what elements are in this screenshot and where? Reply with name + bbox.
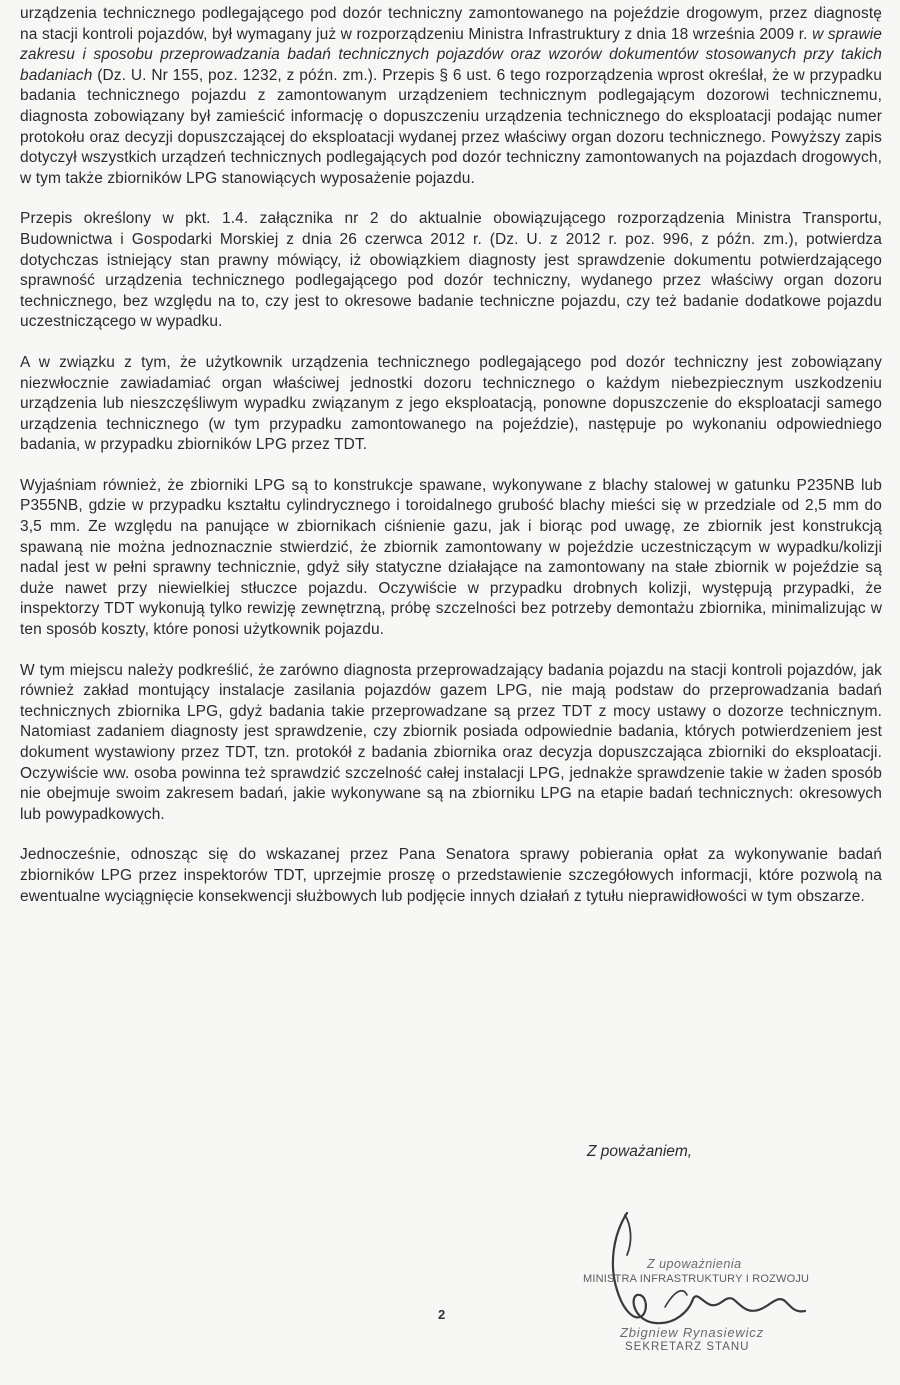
letter-body — [20, 4, 882, 927]
paragraph — [20, 476, 882, 641]
text-run: urządzenia technicznego podlegającego pod dozór techniczny zamontowanego na pojeździe drogowym, przez diagnostę na stacji kontroli pojazdów, był wymagany już w rozporządzeniu Ministra Infrastruktury z dnia 18 września 2009 r. — [20, 5, 882, 43]
text-run: Wyjaśniam również, że zbiorniki LPG są to konstrukcje spawane, wykonywane z blachy stalowej w gatunku P235NB lub P355NB, gdzie w przypadku kształtu cylindrycznego i toroidalnego grubość blachy mieści się w przedziale od 2,5 mm do 3,5 mm. Ze względu na panujące w zbiornikach ciśnienie gazu, jak i biorąc pod uwagę, ze zbiornik jest konstrukcją spawaną nie można jednoznacznie stwierdzić, że zbiornik zamontowany w pojeździe uczestniczącym w wypadku/kolizji nadal jest w pełni sprawny technicznie, gdyż siły statyczne działające na zamontowany na stałe zbiornik w pojeździe są duże nawet przy niewielkiej stłuczce pojazdu. Oczywiście w przypadku drobnych kolizji, występują przypadki, że inspektorzy TDT wykonują tylko rewizję zewnętrzną, próbę szczelności bez potrzeby demontażu zbiornika, minimalizując w ten sposób koszty, które ponosi użytkownik pojazdu. — [20, 476, 882, 639]
stamp-authorization: Z upoważnienia — [647, 1257, 742, 1271]
paragraph — [20, 209, 882, 333]
signature-block — [565, 1195, 865, 1365]
text-run: W tym miejscu należy podkreślić, że zarówno diagnosta przeprowadzający badania pojazdu na stacji kontroli pojazdów, jak również zakład montujący instalacje zasilania pojazdów gazem LPG, nie mają podstaw do przeprowadzania badań technicznych zbiornika LPG, gdyż badania takie przeprowadzane są przez TDT z mocy ustawy o dozorze technicznym. Natomiast zadaniem diagnosty jest sprawdzenie, czy zbiornik posiada odpowiednie badania, których potwierdzeniem jest dokument wystawiony przez TDT, tzn. protokół z badania zbiornika oraz decyzja dopuszczająca zbiorniki do eksploatacji. Oczywiście ww. osoba powinna też sprawdzić szczelność całej instalacji LPG, jednakże sprawdzenie takie w żaden sposób nie obejmuje swoim zakresem badań, jakie wykonywane są na zbiorniku LPG na etapie badań technicznych: okresowych lub powypadkowych. — [20, 661, 882, 823]
paragraph — [20, 4, 882, 189]
text-run: Jednocześnie, odnosząc się do wskazanej przez Pana Senatora sprawy pobierania opłat za wykonywanie badań zbiorników LPG przez inspektorów TDT, uprzejmie proszę o przedstawienie szczegółowych informacji, które pozwolą na ewentualne wyciągnięcie konsekwencji służbowych lub podjęcie innych działań z tytułu nieprawidłowości w tym obszarze. — [20, 846, 882, 905]
text-run: Przepis określony w pkt. 1.4. załącznika nr 2 do aktualnie obowiązującego rozporządzenia Ministra Transportu, Budownictwa i Gospodarki Morskiej z dnia 26 czerwca 2012 r. (Dz. U. z 2012 r. poz. 996, z późn. zm.), potwierdza dotychczas istniejący stan prawny mówiący, iż obowiązkiem diagnosty jest sprawdzenie dokumentu potwierdzającego sprawność urządzenia technicznego podlegającego pod dozór techniczny, wydanego przez właściwy organ dozoru technicznego, bez względu na to, czy jest to okresowe badanie techniczne pojazdu, czy też badanie dodatkowe pojazdu uczestniczącego w wypadku. — [20, 210, 882, 331]
paragraph — [20, 845, 882, 907]
text-run: (Dz. U. Nr 155, poz. 1232, z późn. zm.). Przepis § 6 ust. 6 tego rozporządzenia wprost określał, że w przypadku badania technicznego pojazdu z zamontowanym urządzeniem technicznym podlegającym dozorowi technicznemu, diagnosta zobowiązany był zamieścić informację o dopuszczeniu urządzenia technicznego do eksploatacji podając numer protokołu oraz decyzji dopuszczającej do eksploatacji wydanej przez właściwy organ dozoru technicznego. Powyższy zapis dotyczył wszystkich urządzeń technicznych podlegających pod dozór techniczny zamontowanych na pojazdach drogowych, w tym także zbiorników LPG stanowiących wyposażenie pojazdu. — [20, 66, 882, 187]
page-number: 2 — [438, 1307, 446, 1322]
paragraph — [20, 661, 882, 826]
text-run: A w związku z tym, że użytkownik urządzenia technicznego podlegającego pod dozór techniczny jest zobowiązany niezwłocznie zawiadamiać organ właściwej jednostki dozoru technicznego o każdym niebezpiecznym uszkodzeniu urządzenia lub nieszczęśliwym wypadku związanym z jego eksploatacją, ponowne dopuszczenie do eksploatacji samego urządzenia technicznego (w tym przypadku zamontowanego na pojeździe), następuje po wykonaniu odpowiedniego badania, w przypadku zbiorników LPG przez TDT. — [20, 353, 882, 454]
paragraph — [20, 353, 882, 456]
closing-salutation: Z poważaniem, — [587, 1143, 693, 1160]
stamp-ministry: MINISTRA INFRASTRUKTURY I ROZWOJU — [583, 1273, 810, 1285]
stamp-signatory-title: SEKRETARZ STANU — [625, 1341, 750, 1353]
stamp-signatory-name: Zbigniew Rynasiewicz — [620, 1325, 764, 1340]
italic-text-run: w sprawie zakresu i sposobu przeprowadzania badań technicznych pojazdów oraz wzorów dokumentów stosowanych przy takich badaniach — [20, 25, 882, 84]
